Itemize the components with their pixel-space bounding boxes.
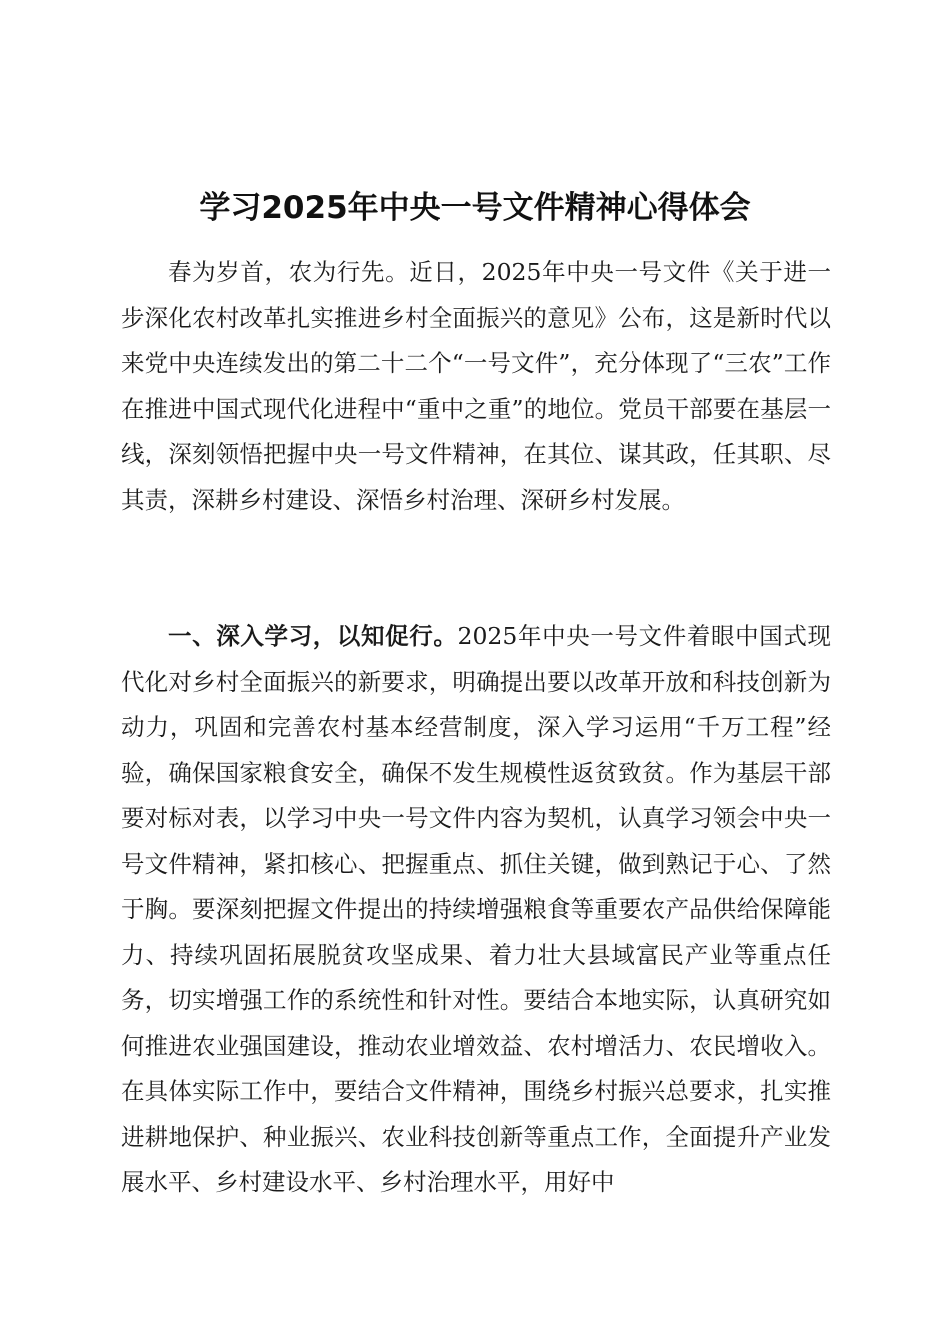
paragraph-body: 2025年中央一号文件着眼中国式现代化对乡村全面振兴的新要求，明确提出要以改革开放和科技创新为动力，巩固和完善农村基本经营制度，深入学习运用“千万工程”经验，确保国家粮食安全，确保不发生规模性返贫致贫。作为基层干部要对标对表，以学习中央一号文件内容为契机，认真学习领会中央一号文件精神，紧扣核心、把握重点、抓住关键，做到熟记于心、了然于胸。要深刻把握文件提出的持续增强粮食等重要农产品供给保障能力、持续巩固拓展脱贫攻坚成果、着力壮大县域富民产业等重点任务，切实增强工作的系统性和针对性。要结合本地实际，认真研究如何推进农业强国建设，推动农业增效益、农村增活力、农民增收入。在具体实际工作中，要结合文件精神，围绕乡村振兴总要求，扎实推进耕地保护、种业振兴、农业科技创新等重点工作，全面提升产业发展水平、乡村建设水平、乡村治理水平，用好中 bbox=[121, 622, 831, 1196]
paragraph-body: 春为岁首，农为行先。近日，2025年中央一号文件《关于进一步深化农村改革扎实推进乡村全面振兴的意见》公布，这是新时代以来党中央连续发出的第二十二个“一号文件”，充分体现了“三农”工作在推进中国式现代化进程中“重中之重”的地位。党员干部要在基层一线，深刻领悟把握中央一号文件精神，在其位、谋其政，任其职、尽其责，深耕乡村建设、深悟乡村治理、深研乡村发展。 bbox=[121, 258, 831, 514]
body-paragraph-1 bbox=[121, 250, 831, 523]
body-paragraph-2 bbox=[121, 614, 831, 1206]
paragraph-text bbox=[121, 250, 831, 523]
section-heading: 一、深入学习，以知促行。 bbox=[168, 622, 458, 650]
document-title: 学习2025年中央一号文件精神心得体会 bbox=[199, 190, 751, 226]
paragraph-text bbox=[121, 614, 831, 1206]
